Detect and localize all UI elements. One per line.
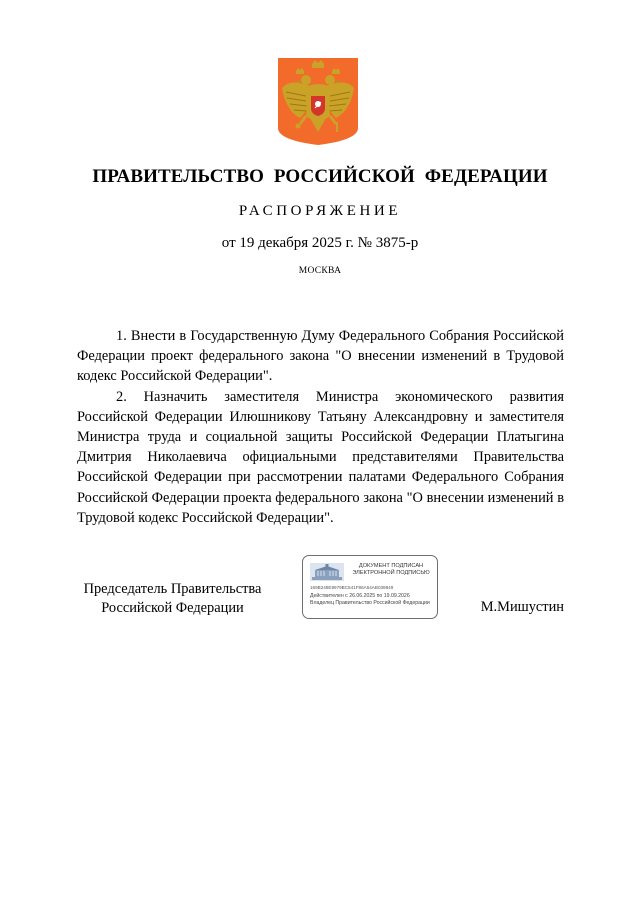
- signatory-name: М.Мишустин: [480, 599, 564, 615]
- signatory-position: [70, 580, 275, 618]
- coat-of-arms-icon: [276, 56, 360, 146]
- document-body: [77, 326, 564, 528]
- stamp-heading-line-2: ЭЛЕКТРОННОЙ ПОДПИСЬЮ: [352, 570, 430, 576]
- paragraph-2: 2. Назначить заместителя Министра экономического развития Российской Федерации Илюшникову Татьяну Александровну и заместителя Министра труда и социальной защиты Российской Федерации Платыгина Дмитрия Николаевича официальными представителями Правительства Российской Федерации при рассмотрении палатами Федерального Собрания Российской Федерации проекта федерального закона "О внесении изменений в Трудовой кодекс Российской Федерации".: [77, 388, 564, 526]
- stamp-heading: [347, 563, 435, 577]
- electronic-signature-stamp: [302, 555, 438, 619]
- stamp-heading-line-1: ДОКУМЕНТ ПОДПИСАН: [358, 563, 424, 569]
- document-date-number: от 19 декабря 2025 г. № 3875-р: [221, 235, 419, 251]
- paragraph-1: 1. Внести в Государственную Думу Федерального Собрания Российской Федерации проект федерального закона "О внесении изменений в Трудовой кодекс Российской Федерации".: [77, 328, 564, 385]
- government-title: ПРАВИТЕЛЬСТВО РОССИЙСКОЙ ФЕДЕРАЦИИ: [92, 166, 548, 187]
- stamp-certificate: 169B248E9979BC541F86A54AB039849: [310, 585, 394, 590]
- stamp-validity: Действителен с 26.06.2025 по 19.09.2026: [310, 593, 410, 599]
- document-city: МОСКВА: [298, 266, 342, 276]
- document-type: РАСПОРЯЖЕНИЕ: [238, 203, 402, 219]
- government-building-icon: [310, 563, 344, 581]
- signatory-position-line-2: Российской Федерации: [101, 600, 244, 616]
- stamp-owner: Владелец Правительство Российской Федерации: [310, 600, 430, 606]
- signatory-position-line-1: Председатель Правительства: [83, 581, 262, 597]
